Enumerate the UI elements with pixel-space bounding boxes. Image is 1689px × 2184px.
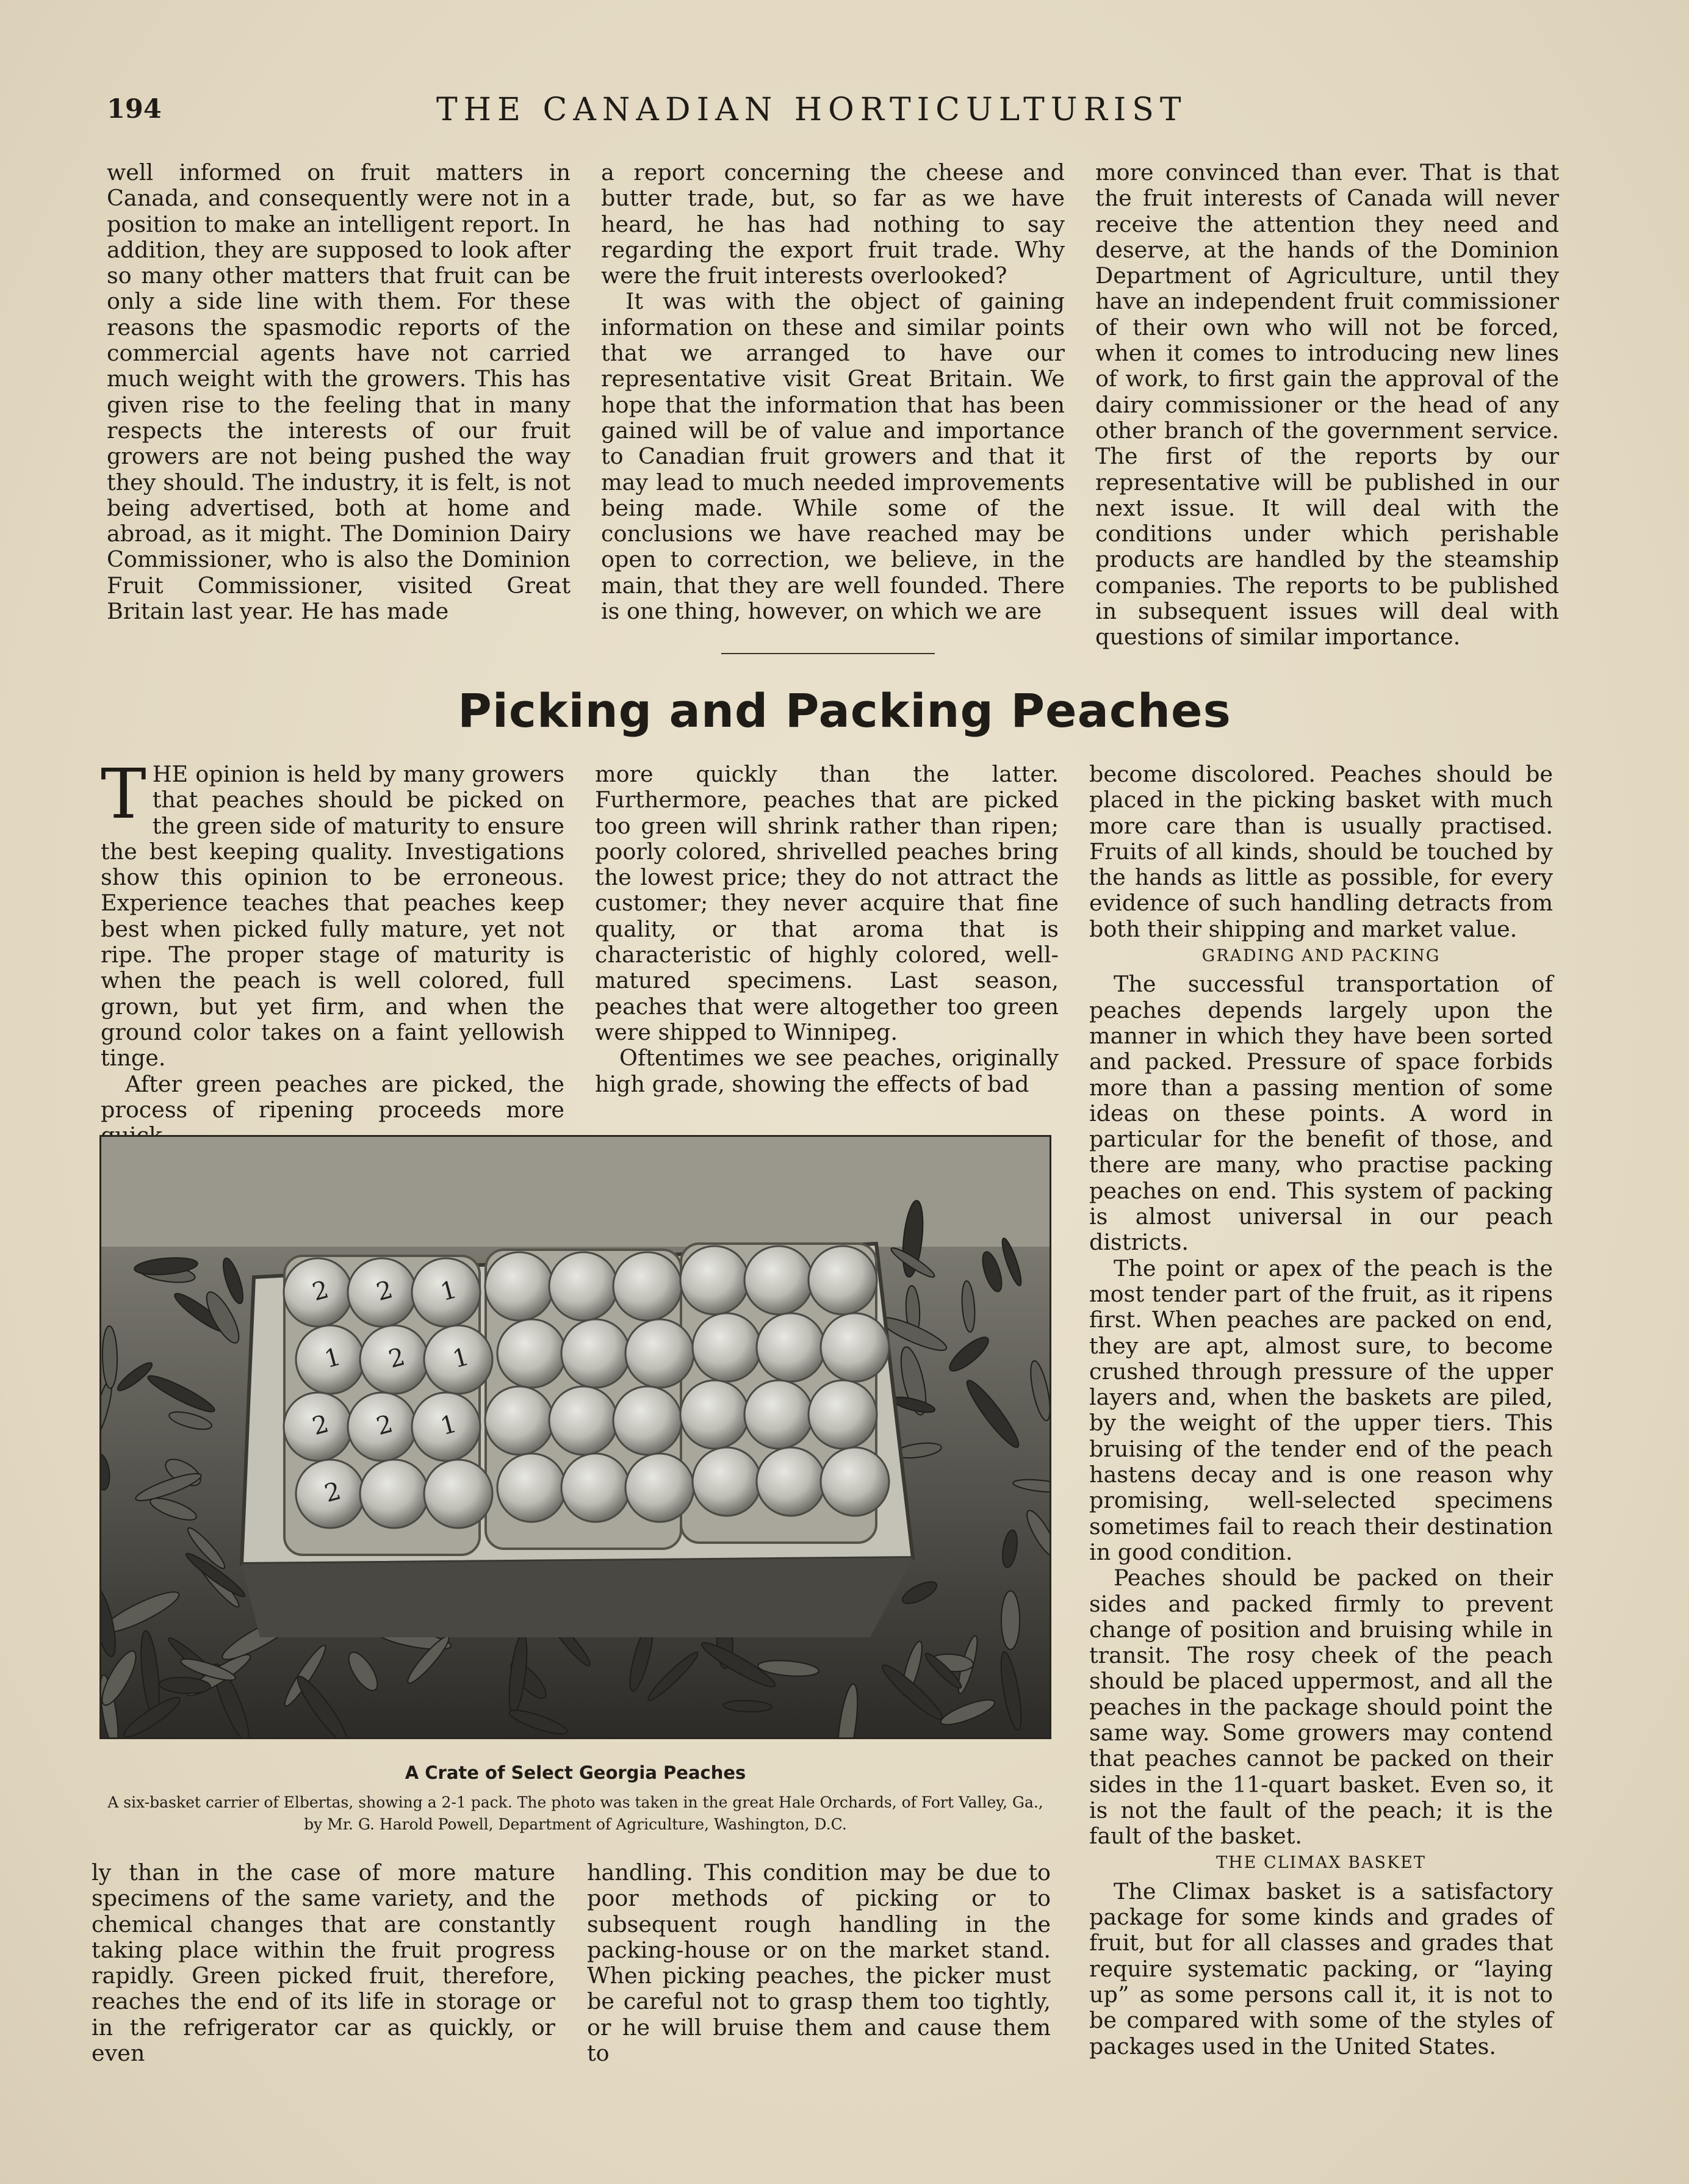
bottom-column-1 [92, 1860, 555, 2066]
peach [485, 1252, 553, 1321]
peach [625, 1319, 694, 1388]
top-column-2 [601, 160, 1065, 624]
top-column-3 [1095, 160, 1559, 651]
peach-mark: 2 [309, 1275, 332, 1307]
peach-crate-illustration [101, 1137, 1050, 1737]
peach-mark: 1 [438, 1410, 460, 1441]
peach [561, 1319, 630, 1388]
peach [485, 1386, 553, 1455]
peach [549, 1252, 618, 1321]
section-divider [721, 653, 935, 654]
photo-caption-title: A Crate of Select Georgia Peaches [405, 1762, 746, 1783]
article-col3-paragraph-3: The point or apex of the peach is the most tender part of the fruit, as it ripens first. When peaches are packed on end, they are apt, almost sure, to become crushed through pressure of the upper layers and, when the baskets are piled, by the weight of the upper tiers. This bruising of the tender end of the peach hastens decay and is one reason why promising, well-selected specimens sometimes fail to reach their destination in good condition. [1089, 1255, 1553, 1565]
peach [625, 1454, 694, 1522]
peach [613, 1252, 682, 1321]
page-header [107, 92, 1236, 134]
peach [497, 1319, 566, 1388]
peach [821, 1313, 889, 1382]
peach [808, 1380, 877, 1449]
article-col3-paragraph-5: The Climax basket is a satisfactory package for some kinds and grades of fruit, but for all classes and grades that require systematic packing, or “laying up” as some persons call it, it is not to be compared with some of the styles of packages used in the United States. [1089, 1878, 1553, 2060]
article-col2-paragraph-1: more quickly than the latter. Furthermore, peaches that are picked too green will shrink rather than ripen; poorly colored, shrivelled peaches bring the lowest price; they do not attract the customer; they never acquire that fine quality, or that aroma that is characteristic of highly colored, well-matured specimens. Last season, peaches that were altogether too green were shipped to Winnipeg. [595, 761, 1059, 1045]
top-col1-text: well informed on fruit matters in Canada, and consequently were not in a position to make an intelligent report. In addition, they are supposed to look after so many other matters that fruit can be only a side line with them. For these reasons the spasmodic reports of the commercial agents have not carried much weight with the growers. This has given rise to the feeling that in many respects the interests of our fruit growers are not being pushed the way they should. The industry, it is felt, is not being advertised, both at home and abroad, as it might. The Dominion Dairy Commissioner, who is also the Dominion Fruit Commissioner, visited Great Britain last year. He has made [107, 159, 571, 625]
bottom-col2-text: handling. This condition may be due to poor methods of picking or to subsequent rough handling in the packing-house or on the market stand. When picking peaches, the picker must be careful not to grasp them too tightly, or he will bruise them and cause them to [587, 1859, 1051, 2067]
article-column-2 [595, 762, 1059, 1097]
peach [680, 1380, 749, 1449]
page-number: 194 [107, 94, 162, 124]
peach-mark: 2 [386, 1342, 408, 1374]
peach [549, 1386, 618, 1455]
journal-title: THE CANADIAN HORTICULTURIST [436, 92, 1187, 128]
peach [757, 1447, 825, 1516]
top-col2-paragraph-1: a report concerning the cheese and butter trade, but, so far as we have heard, he has had nothing to say regarding the export fruit trade. Why were the fruit interests overlooked? [601, 159, 1065, 289]
article-column-1 [101, 755, 564, 1148]
top-column-1 [107, 160, 571, 624]
article-column-3 [1089, 762, 1553, 2060]
article-title: Picking and Packing Peaches [458, 683, 1231, 738]
article-col1-paragraph-1 [101, 755, 564, 1072]
peach [497, 1454, 566, 1522]
subhead-climax-basket: THE CLIMAX BASKET [1216, 1853, 1426, 1873]
peach [613, 1386, 682, 1455]
drop-cap: T [101, 755, 146, 834]
peach [744, 1380, 813, 1449]
peach-mark: 1 [322, 1342, 344, 1374]
article-col3-paragraph-4: Peaches should be packed on their sides and packed firmly to prevent change of position and bruising while in transit. The rosy cheek of the peach should be placed uppermost, and all the peaches in the package should point the same way. Some growers may contend that peaches cannot be packed on their sides in the 11-quart basket. Even so, it is not the fault of the peach; it is the fault of the basket. [1089, 1565, 1553, 1850]
peach-mark: 1 [450, 1342, 472, 1374]
article-col1-paragraph-2: After green peaches are picked, the process of ripening proceeds more [101, 1070, 564, 1123]
photo-caption-text: A six-basket carrier of Elbertas, showing a 2-1 pack. The photo was taken in the great Hale Orchards, of Fort Valley, Ga., by Mr. G. Harold Powell, Department of Agriculture, Washington, D.C. [107, 1793, 1043, 1833]
article-col3-paragraph-2: The successful transportation of peaches depends largely upon the manner in which they have been sorted and packed. Pressure of space forbids more than a passing mention of some ideas on these points. A word in particular for the benefit of those, and there are many, who practise packing peaches on end. This system of packing is almost universal in our peach districts. [1089, 971, 1553, 1256]
peach [808, 1246, 877, 1314]
peach-mark: 2 [373, 1410, 396, 1441]
peach-mark: 1 [438, 1275, 460, 1307]
leaf [1001, 1591, 1020, 1649]
peach-mark: 2 [322, 1477, 344, 1508]
article-col1-paragraph-1-text: HE opinion is held by many growers that peaches should be picked on the green side of maturity to ensure the best keeping quality. Investigations show this opinion to be erroneous. Experience teaches that peaches keep best when picked fully mature, yet not ripe. The proper stage of maturity is when the peach is well colored, full grown, but yet firm, and when the ground color takes on a faint yellowish tinge. [101, 761, 564, 1072]
bottom-column-2 [587, 1860, 1051, 2066]
peach [424, 1460, 492, 1528]
peach [693, 1447, 761, 1516]
peach [744, 1246, 813, 1314]
peach-mark: 2 [309, 1410, 332, 1441]
peach [821, 1447, 889, 1516]
subhead-grading-packing: GRADING AND PACKING [1201, 946, 1441, 966]
bottom-col1-text: ly than in the case of more mature specimens of the same variety, and the chemical changes that are constantly taking place within the fruit progress rapidly. Green picked fruit, therefore, reaches the end of its life in storage or in the refrigerator car as quickly, or even [92, 1859, 555, 2067]
peach-mark: 2 [373, 1275, 396, 1307]
peach-crate-photo [99, 1135, 1051, 1739]
article-col2-paragraph-2: Oftentimes we see peaches, originally high grade, showing the effects of bad [595, 1045, 1059, 1097]
article-col3-paragraph-1: become discolored. Peaches should be placed in the picking basket with much more care than is usually practised. Fruits of all kinds, should be touched by the hands as little as possible, for every evidence of such handling detracts from both their shipping and market value. [1089, 761, 1553, 942]
peach [757, 1313, 825, 1382]
peaches [284, 1246, 889, 1528]
peach [693, 1313, 761, 1382]
top-col2-paragraph-2: It was with the object of gaining information on these and similar points that we arranged to have our representative visit Great Britain. We hope that the information that has been gained will be of value and importance to Canadian fruit growers and that it may lead to much needed improvements being made. While some of the conclusions we have reached may be open to correction, we believe, in the main, that they are well founded. There is one thing, however, on which we are [601, 288, 1065, 625]
top-col3-text: more convinced than ever. That is that the fruit interests of Canada will never receive the attention they need and deserve, at the hands of the Dominion Department of Agriculture, until they have an independent fruit commissioner of their own who will not be forced, when it comes to introducing new lines of work, to first gain the approval of the dairy commissioner or the head of any other branch of the government service. The first of the reports by our representative will be published in our next issue. It will deal with the conditions under which perishable products are handled by the steamship companies. The reports to be published in subsequent issues will deal with questions of similar importance. [1095, 159, 1559, 651]
peach [360, 1460, 428, 1528]
crate-front [242, 1558, 913, 1637]
peach [561, 1454, 630, 1522]
peach [680, 1246, 749, 1314]
